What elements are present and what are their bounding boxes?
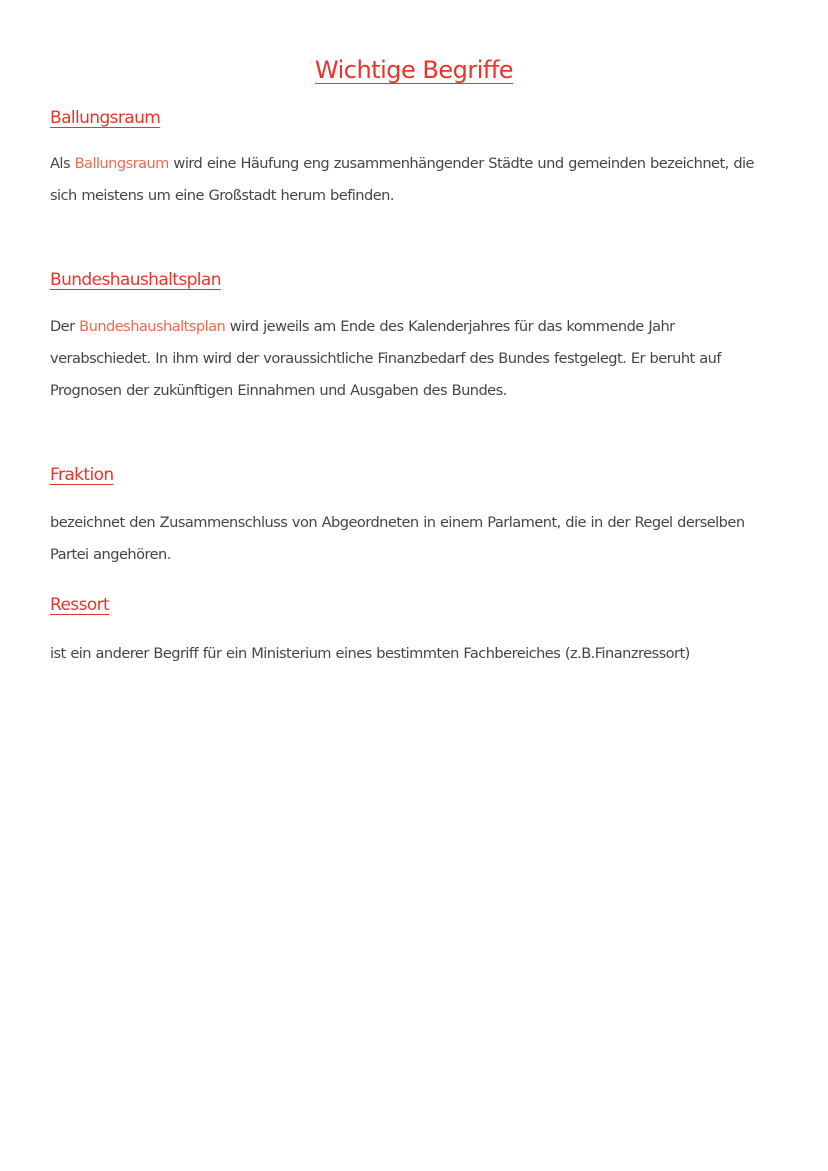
definition-bundeshaushaltsplan xyxy=(50,311,778,407)
term-ballungsraum: Ballungsraum xyxy=(50,108,161,128)
highlighted-term: Bundeshaushaltsplan xyxy=(79,318,226,335)
page-title-text: Wichtige Begriffe xyxy=(314,56,514,84)
definition-fraktion: bezeichnet den Zusammenschluss von Abgeordneten in einem Parlament, die in der Regel derselben Partei angehören. xyxy=(50,514,745,563)
highlighted-term: Ballungsraum xyxy=(74,155,169,172)
definition-ballungsraum xyxy=(50,148,778,212)
term-fraktion: Fraktion xyxy=(50,465,114,485)
definition-text-end: wird jeweils am Ende des Kalenderjahres für das kommende Jahr verabschiedet. In ihm wird der voraussichtliche Finanzbedarf des Bundes festgelegt. Er beruht auf Prognosen der zukünftigen Einnahmen und Ausgaben des Bundes. xyxy=(50,318,721,399)
term-ressort: Ressort xyxy=(50,595,110,615)
term-bundeshaushaltsplan: Bundeshaushaltsplan xyxy=(50,270,221,290)
definition-ressort: ist ein anderer Begriff für ein Ministerium eines bestimmten Fachbereiches (z.B.Finanzressort) xyxy=(50,645,690,662)
definition-text-start: Der xyxy=(50,318,80,335)
definition-text-start: Als xyxy=(50,155,75,172)
page-title xyxy=(0,56,828,84)
definition-text-end: wird eine Häufung eng zusammenhängender Städte und gemeinden bezeichnet, die sich meistens um eine Großstadt herum befinden. xyxy=(50,155,754,204)
